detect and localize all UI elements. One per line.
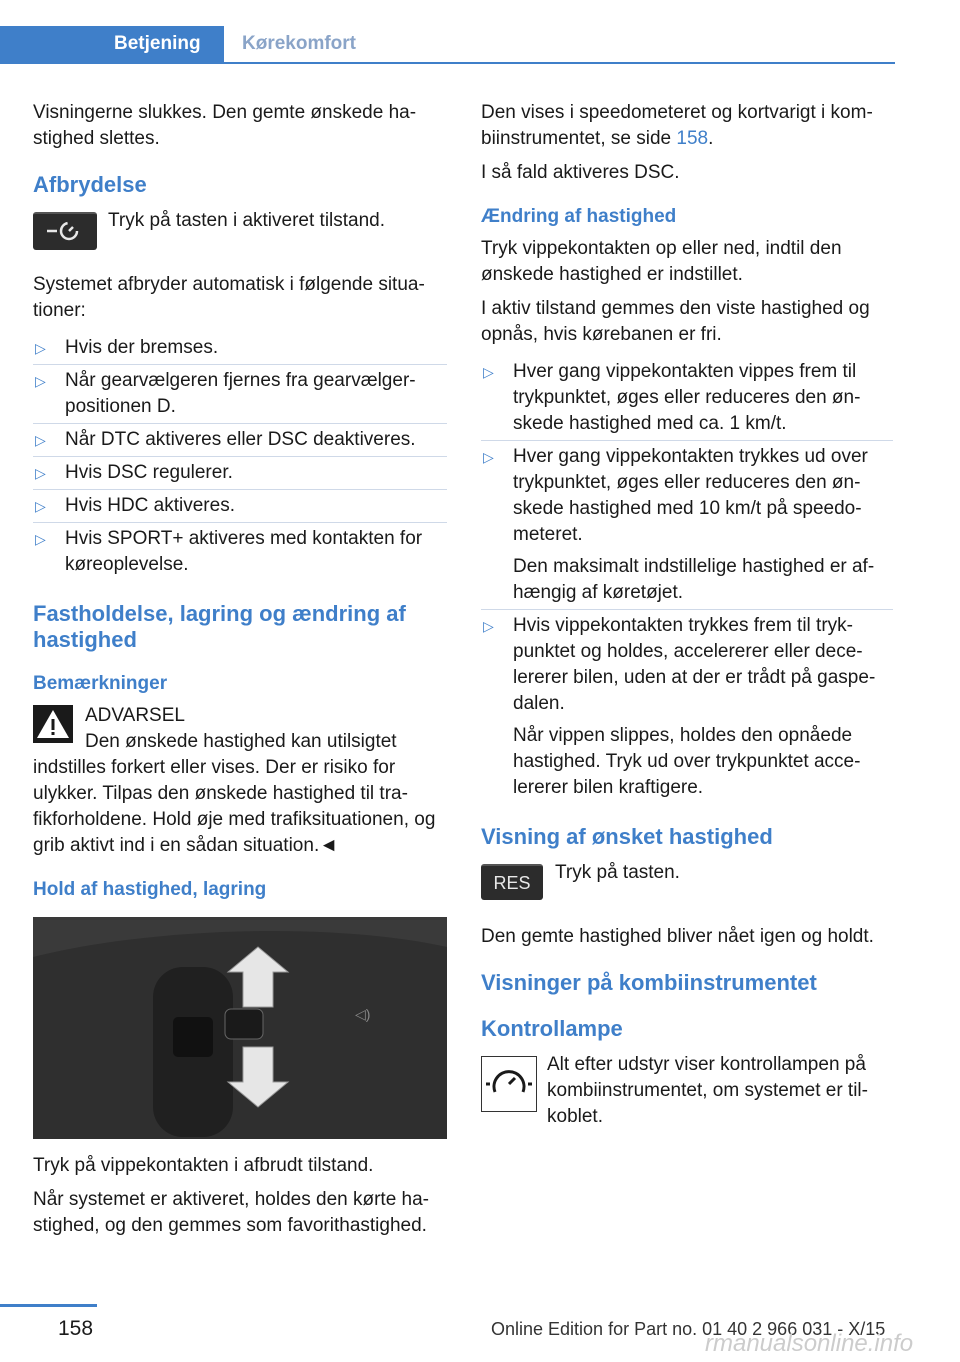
triangle-bullet-icon: ▷ (483, 618, 494, 634)
heading-bemaerkninger: Bemærkninger (33, 673, 168, 694)
list-item: ▷ Hvis HDC aktiveres. (33, 490, 447, 523)
afbrydelse-row (33, 208, 447, 264)
paragraph: Tryk vippekontakten op eller ned, indtil den ønskede hastighed er indstillet. (481, 238, 842, 285)
res-row (481, 860, 893, 916)
tab-betjening[interactable] (0, 26, 224, 62)
heading-kontrollampe: Kontrollampe (481, 1016, 623, 1041)
kontrollampe-text: Alt efter udstyr viser kontrollampen på kombiinstrumentet, om systemet er tilkoblet. (547, 1054, 868, 1127)
heading-fastholdelse: Fastholdelse, lagring og ændring af hastighed (33, 601, 406, 652)
heading-aendring: Ændring af hastighed (481, 206, 677, 227)
warning-triangle-icon (33, 705, 73, 743)
visning-text: Tryk på tasten. (555, 862, 680, 883)
list-item: ▷ Hver gang vippekontakten vippes frem til trykpunktet, øges eller reduceres den ønskede hastighed med ca. 1 km/t. (481, 356, 893, 441)
watermark: rmanualsonline.info (705, 1330, 914, 1357)
triangle-bullet-icon: ▷ (35, 373, 46, 389)
left-column (33, 100, 447, 1247)
paragraph: Når systemet er aktiveret, holdes den kørte hastighed, og den gemmes som favorithastighed. (33, 1189, 429, 1236)
bullet-list-aendring (481, 356, 893, 804)
list-item: ▷ Hvis der bremses. (33, 332, 447, 365)
heading-visning: Visning af ønsket hastighed (481, 824, 773, 849)
list-item: ▷ Når DTC aktiveres eller DSC deaktiveres. (33, 424, 447, 457)
bullet-list-afbrydelse (33, 332, 447, 581)
paragraph: I så fald aktiveres DSC. (481, 162, 680, 183)
paragraph: Systemet afbryder automatisk i følgende situationer: (33, 274, 425, 321)
triangle-bullet-icon: ▷ (35, 465, 46, 481)
kontrollampe-row (481, 1052, 893, 1130)
page-number: 158 (58, 1317, 94, 1340)
speedometer-indicator-icon (481, 1056, 537, 1112)
triangle-bullet-icon: ▷ (483, 449, 494, 465)
paragraph: Visningerne slukkes. Den gemte ønskede hastighed slettes. (33, 102, 417, 149)
warning-text: Den ønskede hastighed kan utilsigtet indstilles forkert eller vises. Der er risiko for ulykker. Tilpas den ønskede hastighed til trafikforholdene. Hold øje med trafiksituationen, og grib aktivt ind i en sådan situation.◄ (33, 731, 436, 856)
warning-block (33, 703, 447, 859)
paragraph: Tryk på vippekontakten i afbrudt tilstand. (33, 1155, 374, 1176)
res-button-icon: RES (481, 864, 543, 900)
triangle-bullet-icon: ▷ (483, 364, 494, 380)
list-item: ▷ Hvis DSC regulerer. (33, 457, 447, 490)
warning-title: ADVARSEL (85, 705, 185, 726)
afbrydelse-text: Tryk på tasten i aktiveret tilstand. (108, 210, 386, 231)
tab-korekomfort[interactable]: Kørekomfort (242, 33, 357, 54)
footer-rule (0, 1304, 97, 1307)
triangle-bullet-icon: ▷ (35, 498, 46, 514)
heading-visninger: Visninger på kombiinstrumentet (481, 970, 817, 995)
list-item: ▷ Hvis SPORT+ aktiveres med kontakten for køreoplevelse. (35, 528, 423, 575)
page-reference-link[interactable]: 158 (676, 128, 709, 149)
edition-text: Online Edition for Part no. 01 40 2 966 031 - X/15 (491, 1319, 886, 1339)
right-column (481, 100, 893, 1138)
list-item: ▷ Når gearvælgeren fjernes fra gearvælgerpositionen D. (33, 365, 447, 424)
tab-betjening-label: Betjening (114, 33, 201, 54)
triangle-bullet-icon: ▷ (35, 432, 46, 448)
triangle-bullet-icon: ▷ (35, 531, 46, 547)
steering-wheel-photo (33, 917, 447, 1139)
list-item: ▷ Hvis vippekontakten trykkes frem til trykpunktet og holdes, accelererer eller decelererer bilen, uden at der er trådt på gaspedalen. Når vippen slippes, holdes den opnåede hastighed. Tryk ud over trykpunktet accelererer bilen kraftigere. (483, 615, 876, 798)
heading-afbrydelse: Afbrydelse (33, 172, 147, 197)
paragraph: Den vises i speedometeret og kortvarigt i kombiinstrumentet, se side 158. (481, 102, 873, 149)
svg-text:◁): ◁) (355, 1006, 371, 1022)
header-bar (0, 26, 895, 64)
cruise-control-button-icon (33, 212, 97, 250)
list-item: ▷ Hver gang vippekontakten trykkes ud over trykpunktet, øges eller reduceres den ønskede hastighed med 10 km/t på speedometeret. Den maksimalt indstillelige hastighed er afhængig af køretøjet. (481, 441, 893, 610)
paragraph: I aktiv tilstand gemmes den viste hastighed og opnås, hvis kørebanen er fri. (481, 298, 870, 345)
paragraph: Den gemte hastighed bliver nået igen og holdt. (481, 926, 874, 947)
triangle-bullet-icon: ▷ (35, 340, 46, 356)
heading-hold: Hold af hastighed, lagring (33, 879, 267, 900)
